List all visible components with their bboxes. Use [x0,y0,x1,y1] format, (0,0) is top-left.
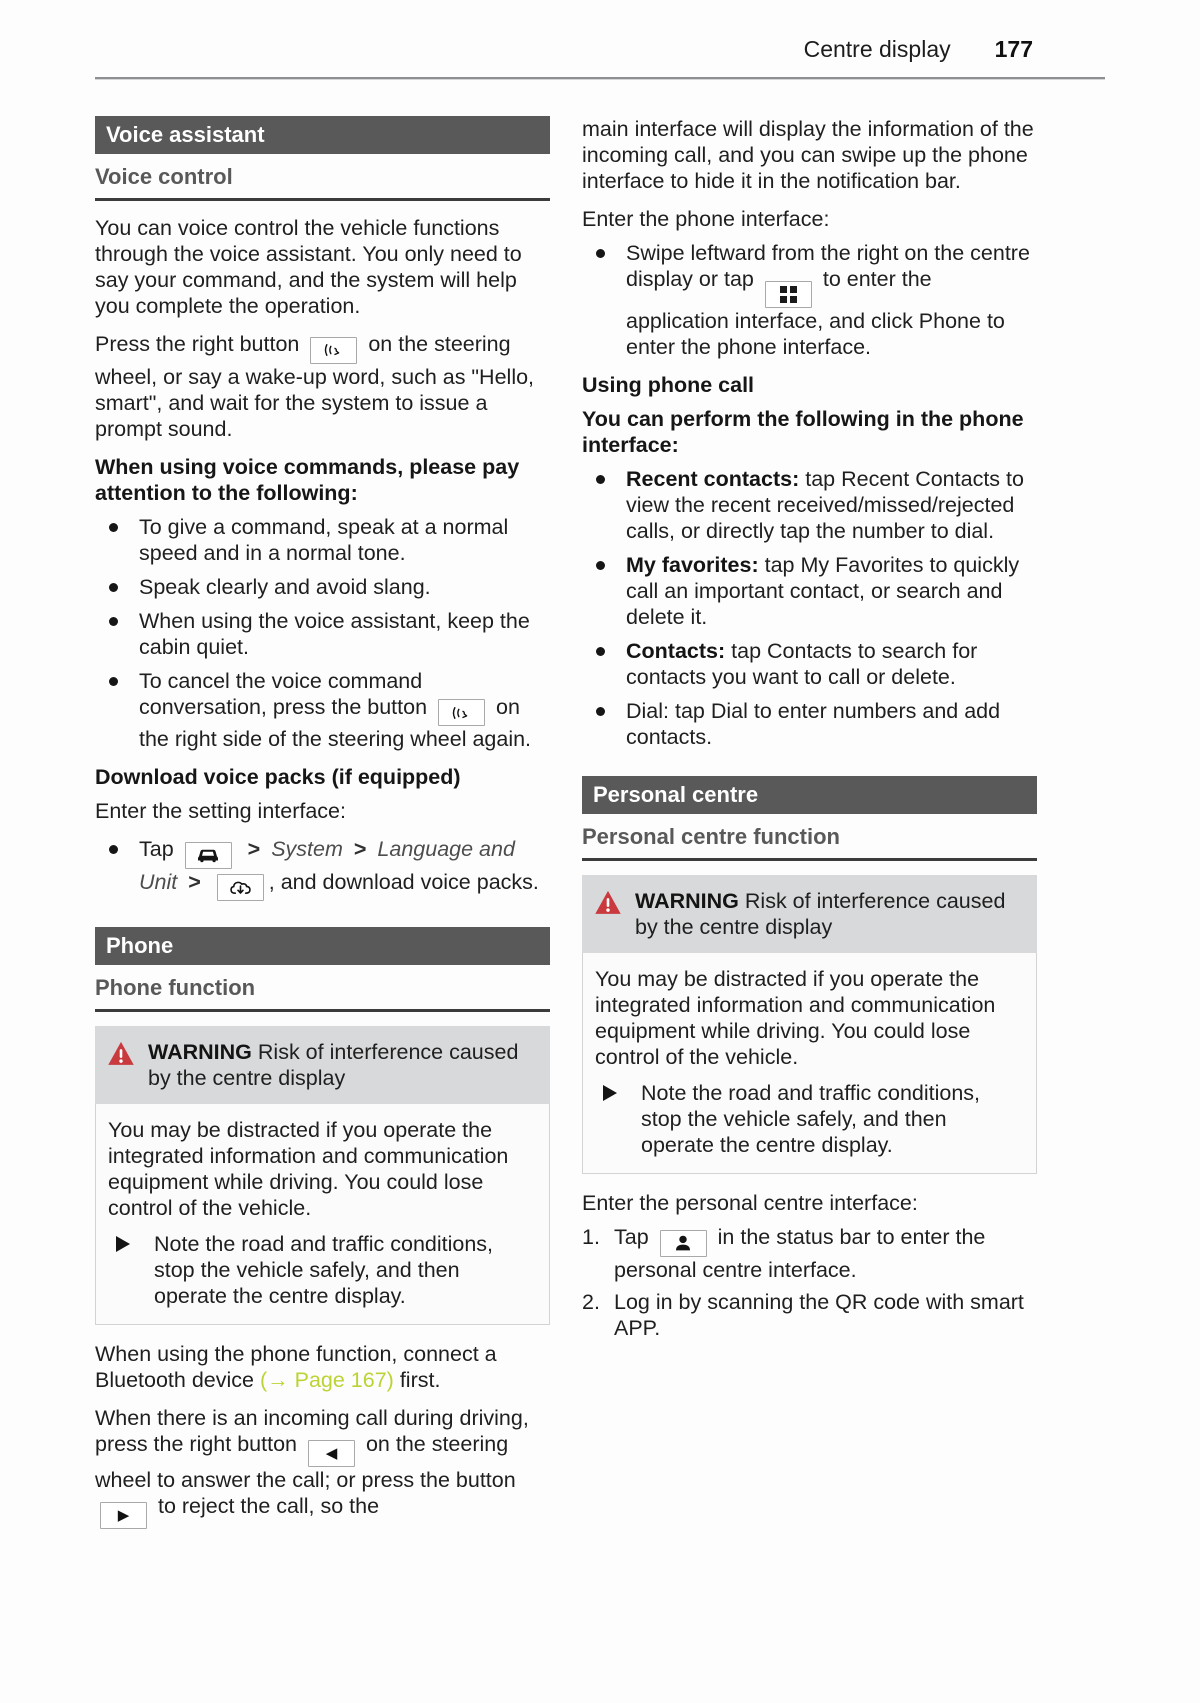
warning-header [582,875,1037,953]
feature-text: tap Recent Contacts to view the recent received/missed/rejected calls, or directly tap the number to dial. [626,467,1024,543]
vehicle-settings-icon [185,842,232,869]
warning-triangle-icon [594,888,622,940]
incoming-call-paragraph [95,1405,550,1529]
feature-text: tap Contacts to search for contacts you want to call or delete. [626,639,978,689]
numbered-step [582,1224,1037,1283]
list-item-text: To cancel the voice command conversation, press the button [139,668,428,719]
warning-body [582,953,1037,1174]
voice-control-button-icon [310,337,357,364]
bullet-icon [109,583,118,592]
page-header [95,36,1105,63]
answer-call-button-icon: ◀ [308,1440,355,1467]
bullet-icon [596,475,605,484]
list-item-text: on the right side of the steering wheel again. [139,694,532,751]
warning-title-text: Risk of interference caused by the centre display [635,889,1006,939]
paragraph-text: When using the phone function, connect a Bluetooth device [95,1342,497,1392]
feature-name: Recent contacts: [626,467,800,491]
list-item-text [139,668,550,753]
list-item-text: Speak clearly and avoid slang. [139,574,431,599]
list-item [582,698,1037,750]
section-title: Phone [106,933,174,958]
list-item [582,466,1037,544]
warning-title-text: Risk of interference caused by the centre display [148,1040,519,1090]
note-arrow-icon [603,1085,617,1101]
menu-item-system: System [271,837,343,861]
paragraph-text: to reject the call, so the [157,1494,380,1518]
paragraph-text: first. [399,1368,441,1392]
paragraph-text: When there is an incoming call during driving, press the right button [95,1406,529,1456]
warning-box [95,1026,550,1325]
section-header-phone [95,927,550,965]
enter-setting-text: Enter the setting interface: [95,799,346,823]
warning-label: WARNING [635,889,739,913]
path-separator: > [188,870,201,894]
bullet-icon [109,523,118,532]
warning-body-text: You may be distracted if you operate the integrated information and communication equipment while driving. You could lose control of the vehicle. [108,1118,509,1220]
warning-title [635,888,1025,940]
list-item [95,608,550,660]
list-item-text [626,466,1037,544]
step-number: 1. [582,1225,600,1249]
page-reference-link[interactable]: (→ Page 167) [259,1368,394,1392]
menu-item-language-unit: Language and Unit [139,837,515,894]
feature-name: My favorites: [626,553,759,577]
section-title: Personal centre [593,782,759,807]
warning-body [95,1104,550,1325]
bullet-icon [596,707,605,716]
list-item-text: , and download voice packs. [268,870,539,894]
warning-note-text: Note the road and traffic conditions, stop the vehicle safely, and then operate the centre display. [154,1232,494,1308]
page-number: 177 [994,36,1033,62]
section-header-personal-centre [582,776,1037,814]
app-grid-icon [765,281,812,308]
list-item-text [626,552,1037,630]
two-column-layout [95,116,1105,1541]
press-button-paragraph [95,331,550,442]
bullet-icon [596,249,605,258]
subsection-voice-control: Voice control [95,164,550,201]
paragraph-text: Press the right button [95,332,300,356]
bullet-icon [109,845,118,854]
page-title: Centre display [803,36,951,62]
bluetooth-paragraph [95,1341,550,1393]
list-item-text [626,240,1037,360]
settings-path-text [139,836,550,901]
step-text: Log in by scanning the QR code with smart APP. [614,1289,1024,1340]
list-item-text: Swipe leftward from the right on the centre display or tap [626,241,1030,291]
step-number: 2. [582,1289,600,1314]
list-item-text [626,638,1037,690]
bullet-icon [596,647,605,656]
warning-label: WARNING [148,1040,252,1064]
list-item-text: to enter the application interface, and click Phone to enter the phone interface. [626,267,1005,359]
paragraph-text: on the steering wheel, or say a wake-up word, such as "Hello, smart", and wait for the system to issue a prompt sound. [95,332,535,441]
attention-heading: When using voice commands, please pay attention to the following: [95,454,520,505]
warning-header [95,1026,550,1104]
subsection-phone-function: Phone function [95,975,550,1012]
section-title: Voice assistant [106,122,265,147]
list-item-text [626,698,1037,750]
list-item-text: To give a command, speak at a normal speed and in a normal tone. [139,514,509,565]
voice-control-button-icon [438,699,485,726]
download-cloud-icon [217,874,264,901]
list-item [582,552,1037,630]
enter-personal-centre-text: Enter the personal centre interface: [582,1191,918,1215]
warning-note [108,1231,537,1309]
bullet-icon [596,561,605,570]
user-profile-icon [660,1230,707,1257]
enter-phone-text: Enter the phone interface: [582,207,830,231]
list-item [95,836,550,901]
download-voice-packs-heading: Download voice packs (if equipped) [95,765,461,789]
bullet-icon [109,677,118,686]
list-item [582,638,1037,690]
path-separator: > [247,837,261,861]
feature-text: Dial: tap Dial to enter numbers and add contacts. [626,699,1001,749]
step-text [614,1224,1037,1283]
path-separator: > [353,837,367,861]
perform-heading: You can perform the following in the phone interface: [582,407,1024,457]
section-header-voice-assistant [95,116,550,154]
subsection-personal-centre-function: Personal centre function [582,824,1037,861]
using-phone-call-heading: Using phone call [582,373,755,397]
list-item-text: Tap [139,837,174,861]
list-item [95,668,550,753]
list-item [95,514,550,566]
warning-box [582,875,1037,1174]
left-column [95,116,550,1541]
step-text: in the status bar to enter the personal centre interface. [614,1225,986,1282]
step-text: Tap [614,1225,649,1249]
phone-continuation-paragraph: main interface will display the information of the incoming call, and you can swipe up the phone interface to hide it in the notification bar. [582,117,1034,193]
feature-name: Contacts: [626,639,726,663]
voice-intro-paragraph: You can voice control the vehicle functions through the voice assistant. You only need to say your command, and the system will help you complete the operation. [95,216,522,318]
numbered-step [582,1289,1037,1341]
list-item [95,574,550,600]
list-item [582,240,1037,360]
warning-title [148,1039,538,1091]
header-rule [95,77,1105,80]
warning-triangle-icon [107,1039,135,1091]
reject-call-button-icon: ▶ [100,1502,147,1529]
warning-note-text: Note the road and traffic conditions, stop the vehicle safely, and then operate the centre display. [641,1081,981,1157]
right-column [582,116,1037,1541]
list-item-text: When using the voice assistant, keep the cabin quiet. [139,608,530,659]
warning-note [595,1080,1024,1158]
warning-body-text: You may be distracted if you operate the integrated information and communication equipment while driving. You could lose control of the vehicle. [595,967,996,1069]
paragraph-text: on the steering wheel to answer the call; or press the button [95,1432,516,1492]
feature-text: tap My Favorites to quickly call an important contact, or search and delete it. [626,553,1020,629]
step-text [614,1289,1037,1341]
bullet-icon [109,617,118,626]
note-arrow-icon [116,1236,130,1252]
